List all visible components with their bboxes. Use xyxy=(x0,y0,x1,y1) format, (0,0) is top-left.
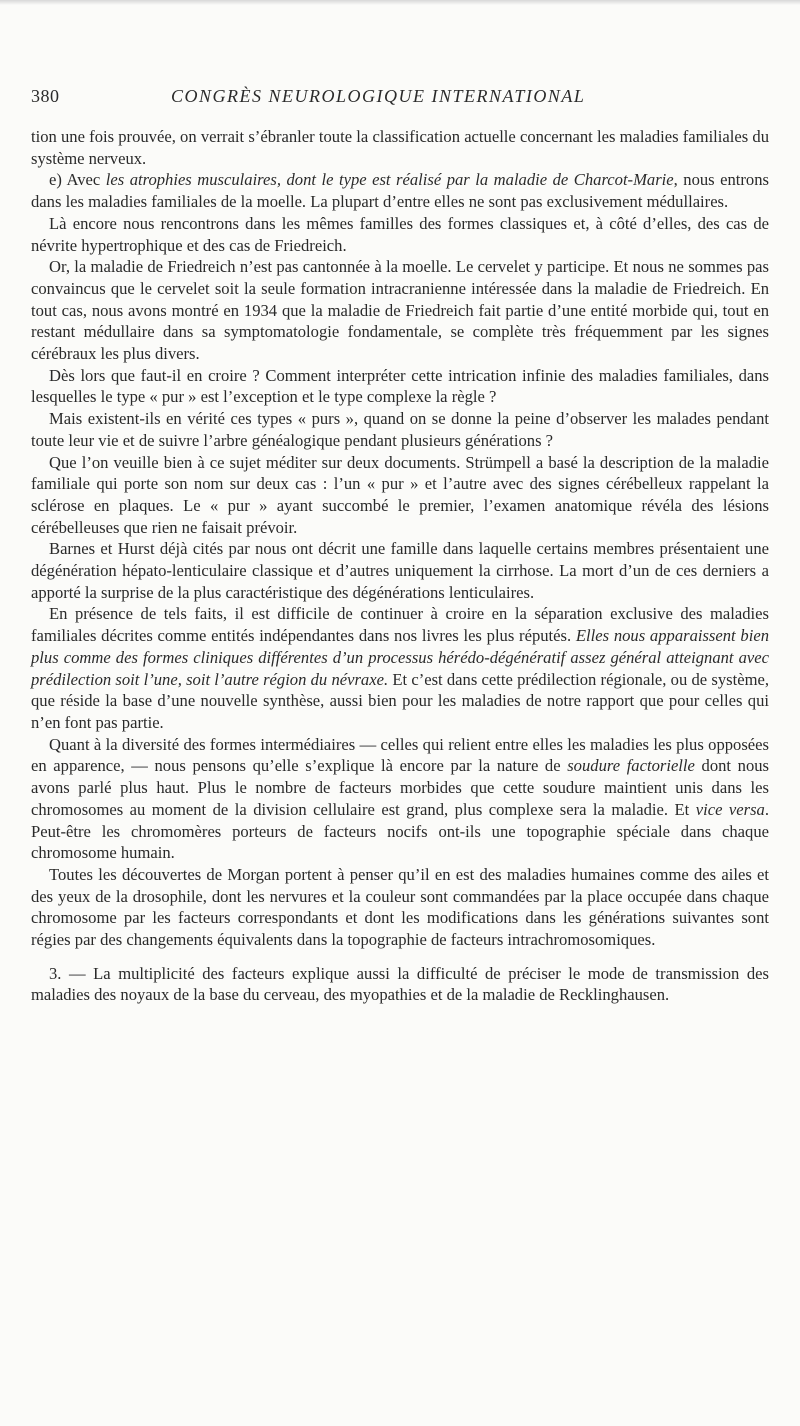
text-run: . Peut-être les chromomères porteurs de facteurs nocifs ont-ils une topographie spéciale dans chaque chromosome humain. xyxy=(31,799,770,863)
running-title: CONGRÈS NEUROLOGIQUE INTERNATIONAL xyxy=(171,86,586,106)
text-run: Mais existent-ils en vérité ces types « purs », quand on se donne la peine d’observer les malades pendant toute leur vie et de suivre l’arbre généalogique pendant plusieurs générations ? xyxy=(31,409,769,450)
italic-text: vice versa xyxy=(695,799,765,819)
paragraph xyxy=(31,126,769,169)
text-run: Que l’on veuille bien à ce sujet méditer sur deux documents. Strümpell a basé la description de la maladie familiale qui porte son nom sur deux cas : l’un « pur » et l’autre avec des signes cérébelleux rappelant la sclérose en plaques. Le « pur » ayant succombé le premier, l’examen anatomique révéla des lésions cérébelleuses que rien ne faisait prévoir. xyxy=(31,452,769,537)
numbered-paragraph xyxy=(31,963,769,1006)
text-run: Or, la maladie de Friedreich n’est pas cantonnée à la moelle. Le cervelet y participe. Et nous ne sommes pas convaincus que le cervelet soit la seule formation intracranienne intéressée dans la maladie de Friedreich. En tout cas, nous avons montré en 1934 que la maladie de Friedreich fait partie d’une entité morbide qui, tout en restant médullaire dans sa symptomatologie fondamentale, se complète très fréquemment par les signes cérébraux les plus divers. xyxy=(31,257,769,364)
text-run: Barnes et Hurst déjà cités par nous ont décrit une famille dans laquelle certains membres présentaient une dégénération hépato-lenticulaire classique et d’autres uniquement la cirrhose. La mort d’un de ces derniers a apporté la surprise de la plus caractéristique des dégénérations lenticulaires. xyxy=(31,539,769,602)
italic-text: les atrophies musculaires, dont le type est réalisé par la maladie de Charcot-Marie xyxy=(105,170,674,190)
text-run: , nous entrons dans les maladies familiales de la moelle. La plupart d’entre elles ne sont pas exclusivement médullaires. xyxy=(31,170,769,212)
paragraph xyxy=(31,734,769,864)
text-run: e) Avec xyxy=(49,170,106,190)
page-header xyxy=(31,86,771,110)
paragraph xyxy=(31,169,769,212)
page-number: 380 xyxy=(31,86,60,106)
paragraph xyxy=(31,603,769,733)
text-run: tion une fois prouvée, on verrait s’ébranler toute la classification actuelle concernant les maladies familiales du système nerveux. xyxy=(31,127,769,168)
body-text xyxy=(31,126,769,1006)
paragraph xyxy=(31,365,769,408)
text-run: dont nous avons parlé plus haut. Plus le nombre de facteurs morbides que cette soudure maintient unis dans les chromosomes au moment de la division cellulaire est grand, plus complexe sera la maladie. Et xyxy=(31,756,769,819)
text-run: Dès lors que faut-il en croire ? Comment interpréter cette intrication infinie des maladies familiales, dans lesquelles le type « pur » est l’exception et le type complexe la règle ? xyxy=(31,365,769,407)
text-run: Et c’est dans cette prédilection régionale, ou de système, que réside la base d’une nouvelle synthèse, aussi bien pour les maladies de notre rapport que pour celles qui n’en font pas partie. xyxy=(31,669,769,732)
text-run: Toutes les découvertes de Morgan portent à penser qu’il en est des maladies humaines comme des ailes et des yeux de la drosophile, dont les nervures et la couleur sont commandées par la place occupée dans chaque chromosome par les facteurs correspondants et dont les modifications dans les générations suivantes sont régies par des changements équivalents dans la topographie de facteurs intrachromosomiques. xyxy=(31,864,769,950)
text-run: Quant à la diversité des formes intermédiaires — celles qui relient entre elles les maladies les plus opposées en apparence, — nous pensons qu’elle s’explique là encore par la nature de xyxy=(31,734,769,776)
text-run: 3. — La multiplicité des facteurs explique aussi la difficulté de préciser le mode de transmission des maladies des noyaux de la base du cerveau, des myopathies et de la maladie de Recklinghausen. xyxy=(31,963,769,1005)
paragraph xyxy=(31,408,769,451)
italic-text: soudure factorielle xyxy=(567,756,695,776)
italic-text: Elles nous apparaissent bien plus comme des formes cliniques différentes d’un processus hérédo-dégénératif assez général atteignant avec prédilection soit l’une, soit l’autre région du névraxe. xyxy=(31,626,769,689)
paragraph xyxy=(31,213,769,256)
page-edge-shadow xyxy=(0,0,800,5)
text-run: En présence de tels faits, il est difficile de continuer à croire en la séparation exclusive des maladies familiales décrites comme entités indépendantes dans nos livres les plus réputés. xyxy=(31,604,769,646)
paragraph xyxy=(31,452,769,539)
paragraph xyxy=(31,538,769,603)
paragraph xyxy=(31,256,769,365)
text-run: Là encore nous rencontrons dans les mêmes familles des formes classiques et, à côté d’elles, des cas de névrite hypertrophique et des cas de Friedreich. xyxy=(31,213,769,255)
paragraph xyxy=(31,864,769,951)
